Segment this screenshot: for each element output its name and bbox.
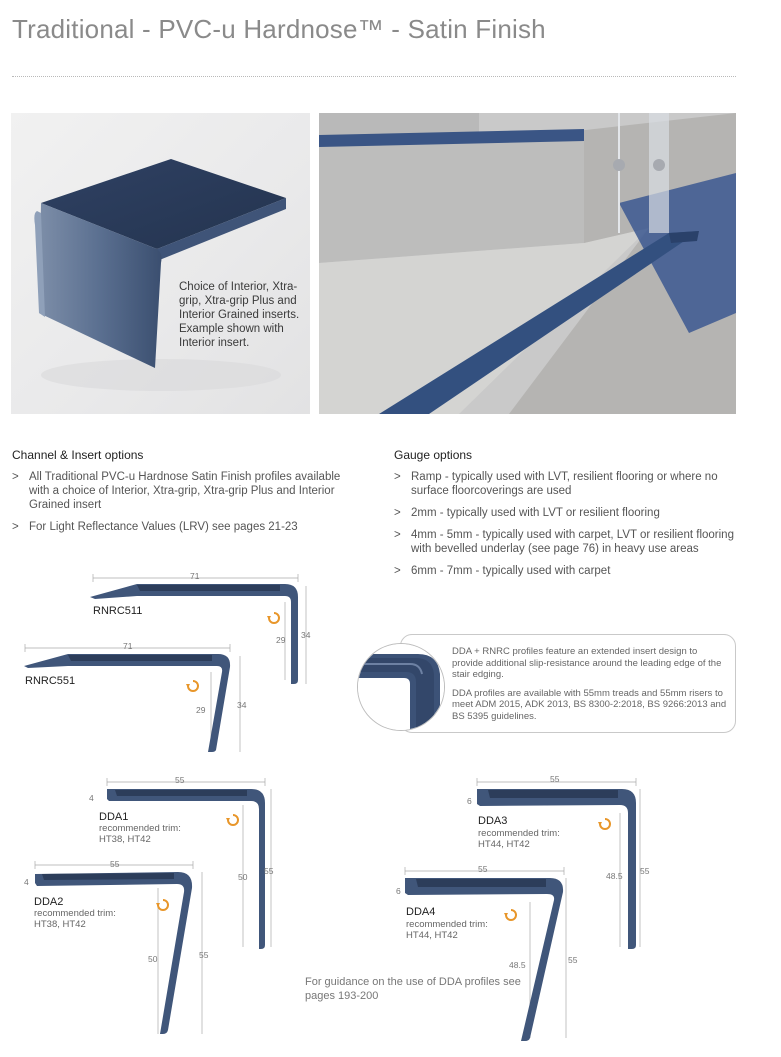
stair-photo: [319, 113, 736, 414]
list-item: > 6mm - 7mm - typically used with carpet: [394, 565, 611, 577]
width-dimension: 71: [123, 641, 133, 651]
profile-rnrc551-drawing: [20, 640, 260, 760]
gauge-dimension: 4: [24, 877, 29, 887]
riser-outer-dimension: 55: [568, 955, 578, 965]
riser-outer-dimension: 55: [199, 950, 209, 960]
trim-label: recommended trim:: [99, 823, 181, 834]
rotate-icon: [226, 815, 238, 825]
profile-code: DDA1: [99, 811, 129, 823]
channel-insert-list: [12, 470, 352, 542]
width-dimension: 55: [110, 859, 120, 869]
profile-code: DDA2: [34, 896, 64, 908]
gauge-dimension: 6: [467, 796, 472, 806]
profile-insert: [115, 790, 247, 796]
gauge-heading: Gauge options: [394, 448, 473, 462]
list-item: > All Traditional PVC-u Hardnose Satin Finish profiles available with a choice of Interior, Xtra-grip, Xtra-grip Plus and Interior Grained insert: [12, 471, 341, 511]
trim-label: recommended trim:: [478, 828, 560, 839]
insert-detail-image: [357, 643, 445, 731]
profile-insert: [488, 790, 618, 798]
width-dimension: 55: [175, 775, 185, 785]
trim-values: HT38, HT42: [34, 919, 86, 930]
profile-body: [24, 654, 230, 752]
guidance-note: For guidance on the use of DDA profiles see pages 193-200: [305, 976, 521, 1002]
rotate-icon: [504, 910, 516, 920]
riser-inner-dimension: 50: [148, 954, 158, 964]
width-dimension: 55: [478, 864, 488, 874]
profile-insert: [416, 879, 546, 887]
stair-nosing-render: [11, 113, 310, 414]
trim-label: recommended trim:: [34, 908, 116, 919]
profile-dda2-drawing: [30, 858, 215, 1043]
callout-paragraph: DDA + RNRC profiles feature an extended insert design to provide additional slip-resistance around the leading edge of the stair edging.: [452, 646, 722, 680]
gauge-dimension: 4: [89, 793, 94, 803]
gauge-list: [394, 470, 734, 586]
profile-insert: [137, 585, 280, 591]
title-divider: [12, 76, 736, 77]
riser-outer-dimension: 55: [640, 866, 650, 876]
list-item: > For Light Reflectance Values (LRV) see pages 21-23: [12, 521, 298, 533]
trim-values: HT44, HT42: [478, 839, 530, 850]
profile-dda4-drawing: [400, 862, 585, 1047]
profile-code: RNRC511: [93, 605, 143, 617]
riser-inner-dimension: 29: [196, 705, 206, 715]
rotate-icon: [186, 681, 198, 691]
callout-paragraph: DDA profiles are available with 55mm treads and 55mm risers to meet ADM 2015, ADK 2013, BS 8300-2:2018, BS 9266:2013 and BS 5395 guidelines.: [452, 687, 727, 722]
riser-inner-dimension: 50: [238, 872, 248, 882]
rotate-icon: [267, 613, 279, 623]
riser-inner-dimension: 48.5: [509, 960, 526, 970]
product-photo: [11, 113, 310, 414]
gauge-dimension: 6: [396, 886, 401, 896]
insert-closeup: [358, 644, 444, 730]
list-item: > Ramp - typically used with LVT, resilient flooring or where no surface floorcoverings are used: [394, 471, 718, 497]
stair-scene: [319, 113, 736, 414]
width-dimension: 55: [550, 774, 560, 784]
trim-values: HT44, HT42: [406, 930, 458, 941]
riser-outer-dimension: 34: [237, 700, 247, 710]
profile-body: [405, 878, 563, 1041]
riser-outer-dimension: 55: [264, 866, 274, 876]
list-item: > 2mm - typically used with LVT or resilient flooring: [394, 507, 660, 519]
riser-inner-dimension: 48.5: [606, 871, 623, 881]
profile-insert: [42, 873, 174, 880]
photo-caption: Choice of Interior, Xtra-grip, Xtra-grip Plus and Interior Grained inserts. Example shown with Interior insert.: [179, 281, 300, 349]
page-title: Traditional - PVC-u Hardnose™ - Satin Finish: [12, 14, 546, 44]
riser-outer-dimension: 34: [301, 630, 311, 640]
list-item: > 4mm - 5mm - typically used with carpet, LVT or resilient flooring with bevelled underlay (see page 76) in heavy use areas: [394, 529, 734, 555]
channel-insert-heading: Channel & Insert options: [12, 448, 144, 462]
profile-code: DDA3: [478, 815, 508, 827]
profile-code: DDA4: [406, 906, 436, 918]
callout-text: [452, 646, 730, 729]
rotate-icon: [598, 819, 610, 829]
trim-label: recommended trim:: [406, 919, 488, 930]
profile-code: RNRC551: [25, 675, 76, 687]
trim-values: HT38, HT42: [99, 834, 151, 845]
width-dimension: 71: [190, 571, 200, 581]
riser-inner-dimension: 29: [276, 635, 286, 645]
profile-insert: [68, 655, 212, 661]
